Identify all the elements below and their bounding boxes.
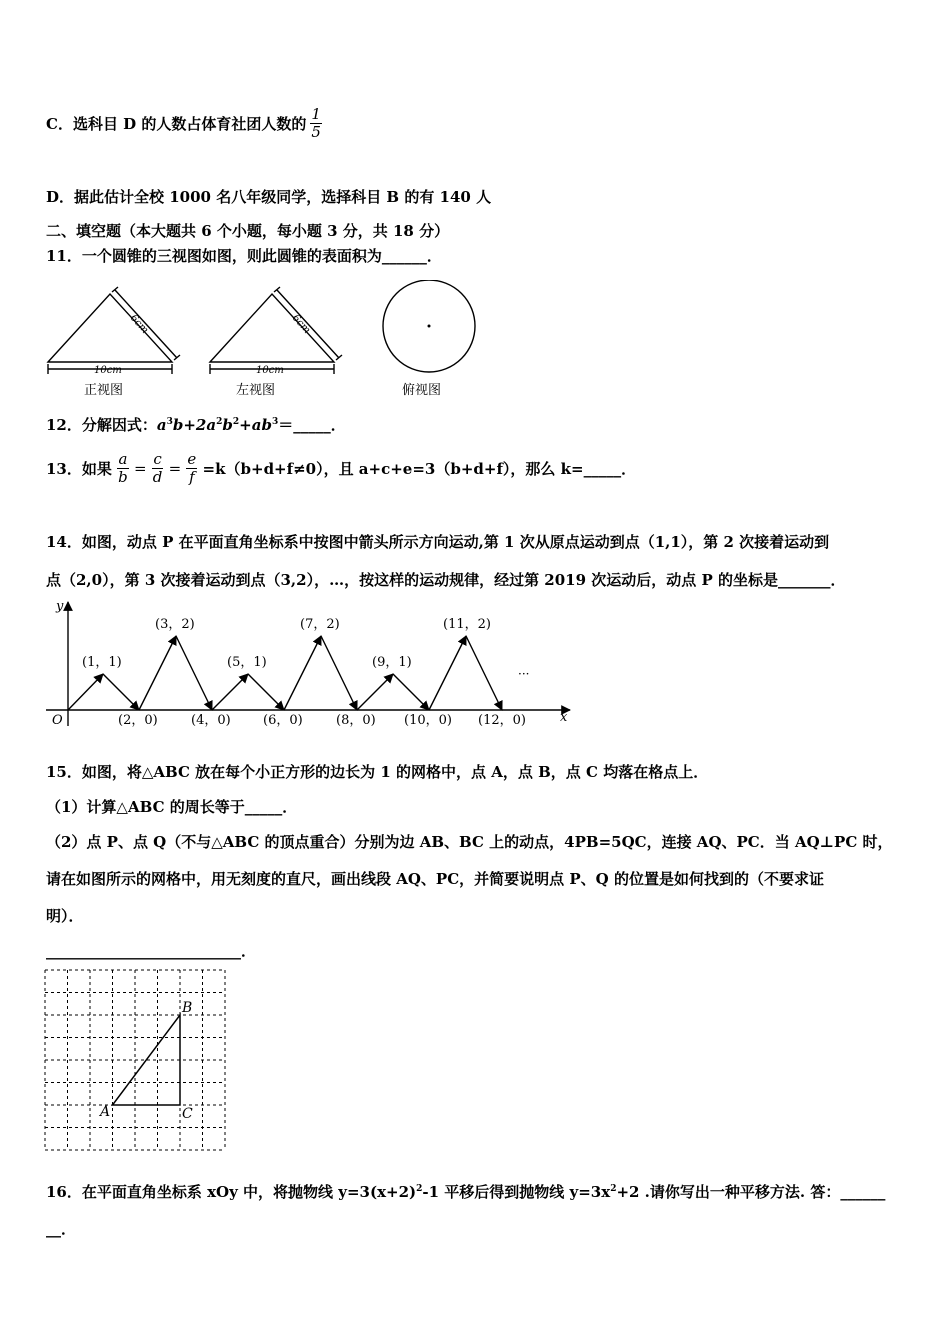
triangle-grid-figure [40,966,230,1154]
vertex-a-label: A [100,1104,111,1120]
peak-label-4: (7，2) [300,617,340,632]
front-slant-label: 6cm [127,312,151,336]
ellipsis: ··· [518,667,530,681]
side-view-caption: 左视图 [236,383,276,398]
option-c-text: C．选科目 D 的人数占体育社团人数的 [46,115,307,133]
zero-label-5: (10，0) [404,713,452,728]
question-15-answer-line: __________________________． [46,942,257,960]
question-11: 11．一个圆锥的三视图如图，则此圆锥的表面积为______． [46,247,442,265]
option-d: D．据此估计全校 1000 名八年级同学，选择科目 B 的有 140 人 [46,188,492,206]
peak-label-6: (11，2) [443,617,491,632]
front-base-label: 10cm [94,365,122,376]
zero-label-2: (4，0) [191,713,231,728]
question-15-line-2: （1）计算△ABC 的周长等于_____． [46,798,298,816]
peak-label-1: (1，1) [82,655,122,670]
option-c [46,106,322,141]
question-14-line-1: 14．如图，动点 P 在平面直角坐标系中按图中箭头所示方向运动,第 1 次从原点运动到点（1,1），第 2 次接着运动到 [46,533,830,551]
axis-y-label: y [56,599,64,614]
question-16-line-2: __． [46,1220,77,1238]
question-16: 16．在平面直角坐标系 xOy 中，将抛物线 $y=3(x+2)^2-1$ 平移后得到抛物线 $y=3x^2+2$ .请你写出一种平移方法. 答：______ [46,1183,886,1201]
zero-label-1: (2，0) [118,713,158,728]
side-view [210,287,342,374]
side-base-label: 10cm [256,365,284,376]
fraction-a-b: $\frac{a}{b}$ [118,450,128,486]
origin-label: O [52,713,63,728]
zero-label-6: (12，0) [478,713,526,728]
fraction-e-f: $\frac{e}{f}$ [187,450,197,486]
question-13: 13．如果 $\frac{a}{b}$ = $\frac{c}{d}$ = $\frac{e}{f}$ =k（b+d+f≠0），且 a+c+e=3（b+d+f），那么 k=_____． [46,450,637,486]
dashed-grid [45,970,225,1150]
question-15-line-5: 明）． [46,907,84,925]
front-view [48,287,180,374]
vertex-c-label: C [182,1106,193,1122]
section-title: 二、填空题（本大题共 6 个小题，每小题 3 分，共 18 分） [46,222,450,240]
question-12: 12．分解因式：$a^3b+2a^2b^2+ab^3=\_\_\_\_\_$． [46,416,346,434]
fraction-c-d: $\frac{c}{d}$ [152,450,163,486]
question-14-line-2: 点（2,0），第 3 次接着运动到点（3,2），…，按这样的运动规律，经过第 2019 次运动后，动点 P 的坐标是_______． [46,571,846,589]
question-15-line-4: 请在如图所示的网格中，用无刻度的直尺，画出线段 AQ、PC，并简要说明点 P、Q 的位置是如何找到的（不要求证 [46,870,824,888]
front-view-caption: 正视图 [84,383,124,398]
cone-three-views-figure [40,280,490,402]
side-slant-label: 6cm [289,312,313,336]
path-segments [68,636,502,710]
peak-label-5: (9，1) [372,655,412,670]
triangle-abc [113,1015,181,1105]
top-view [383,280,475,372]
peak-label-3: (5，1) [227,655,267,670]
zero-label-4: (8，0) [336,713,376,728]
zero-label-3: (6，0) [263,713,303,728]
peak-label-2: (3，2) [155,617,195,632]
fraction-one-fifth: $\frac{1}{5}$ [311,105,321,141]
top-view-caption: 俯视图 [402,383,442,398]
zigzag-path-figure [40,596,580,736]
question-15-line-1: 15．如图，将△ABC 放在每个小正方形的边长为 1 的网格中，点 A，点 B，点 C 均落在格点上． [46,763,709,781]
question-15-line-3: （2）点 P、点 Q（不与△ABC 的顶点重合）分别为边 AB、BC 上的动点，4PB=5QC，连接 AQ、PC．当 AQ⊥PC 时， [46,833,893,851]
axis-x-label: x [560,710,568,725]
vertex-b-label: B [182,1000,193,1016]
